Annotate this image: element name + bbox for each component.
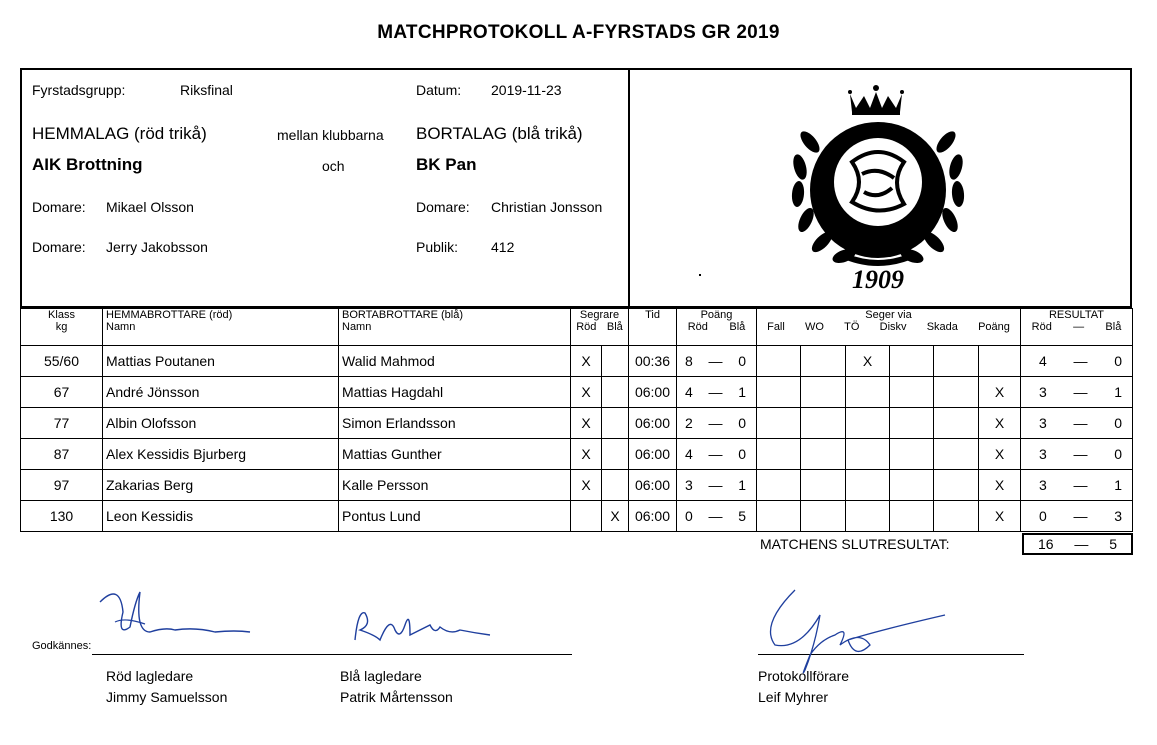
time-cell: 06:00 (629, 439, 677, 470)
result-cell (1021, 470, 1133, 501)
points-cell (677, 408, 757, 439)
to-cell (846, 408, 890, 439)
points-red: 4 (685, 446, 693, 462)
winner-red-cell: X (571, 439, 602, 470)
result-red: 3 (1039, 446, 1047, 462)
winner-blue-cell (602, 377, 629, 408)
time-cell: 06:00 (629, 501, 677, 532)
diskv-cell (890, 470, 934, 501)
red-signature-line (92, 654, 328, 655)
points-dash: — (708, 415, 723, 431)
klass-cell: 130 (21, 501, 103, 532)
time-cell: 06:00 (629, 408, 677, 439)
red-signature (95, 582, 255, 652)
time-cell: 00:36 (629, 346, 677, 377)
points-blue: 0 (738, 446, 746, 462)
points-blue: 0 (738, 415, 746, 431)
domare-3: Jerry Jakobsson (106, 239, 208, 255)
skada-cell (934, 439, 979, 470)
diskv-cell (890, 439, 934, 470)
fall-cell (757, 470, 801, 501)
away-wrestler-cell: Walid Mahmod (339, 346, 571, 377)
wo-cell (801, 408, 846, 439)
dot (699, 274, 701, 276)
home-team-name: AIK Brottning (32, 155, 143, 174)
domare-label-1: Domare: (32, 199, 86, 215)
time-cell: 06:00 (629, 377, 677, 408)
klass-cell: 87 (21, 439, 103, 470)
poang-win-cell: X (979, 470, 1021, 501)
poang-win-cell: X (979, 377, 1021, 408)
publik-value: 412 (491, 239, 515, 255)
fall-cell (757, 501, 801, 532)
points-blue: 1 (738, 477, 746, 493)
diskv-cell (890, 346, 934, 377)
wo-cell (801, 470, 846, 501)
points-cell (677, 346, 757, 377)
fall-cell (757, 377, 801, 408)
protokollforare-role: Protokollförare (758, 668, 850, 684)
header-segrare: Segrare Röd Blå (571, 309, 629, 346)
result-dash: — (1073, 508, 1088, 524)
poang-win-cell (979, 346, 1021, 377)
wo-cell (801, 501, 846, 532)
fyrstadsgrupp-value: Riksfinal (180, 82, 233, 98)
header-borta: BORTABROTTARE (blå) Namn (339, 309, 571, 346)
table-row (21, 408, 1133, 439)
points-cell (677, 377, 757, 408)
fall-cell (757, 439, 801, 470)
header-poang: Poäng Röd Blå (677, 309, 757, 346)
away-wrestler-cell: Simon Erlandsson (339, 408, 571, 439)
header-seger-via: Seger via Fall WO TÖ Diskv Skada Poäng (757, 309, 1021, 346)
points-dash: — (708, 508, 723, 524)
diskv-cell (890, 408, 934, 439)
to-cell (846, 501, 890, 532)
domare-label-3: Domare: (32, 239, 86, 255)
info-divider (628, 68, 630, 308)
domare-label-2: Domare: (416, 199, 470, 215)
winner-red-cell: X (571, 470, 602, 501)
result-dash: — (1073, 353, 1088, 369)
fall-cell (757, 346, 801, 377)
emblem-year: 1909 (852, 265, 904, 292)
result-cell (1021, 377, 1133, 408)
points-cell (677, 501, 757, 532)
protokollforare-name: Leif Myhrer (758, 689, 829, 705)
points-blue: 1 (738, 384, 746, 400)
winner-red-cell: X (571, 408, 602, 439)
winner-red-cell: X (571, 346, 602, 377)
result-dash: — (1073, 477, 1088, 493)
blue-leader-role: Blå lagledare (340, 668, 422, 684)
table-row (21, 501, 1133, 532)
wo-cell (801, 377, 846, 408)
diskv-cell (890, 501, 934, 532)
red-leader-name: Jimmy Samuelsson (106, 689, 228, 705)
skada-cell (934, 501, 979, 532)
result-dash: — (1073, 446, 1088, 462)
to-cell: X (846, 346, 890, 377)
points-red: 8 (685, 353, 693, 369)
winner-blue-cell (602, 439, 629, 470)
points-cell (677, 470, 757, 501)
final-result-red: 16 (1038, 536, 1054, 552)
datum-label: Datum: (416, 82, 462, 98)
result-dash: — (1073, 415, 1088, 431)
datum-value: 2019-11-23 (491, 82, 562, 98)
final-result-label: MATCHENS SLUTRESULTAT: (760, 536, 950, 552)
home-wrestler-cell: Zakarias Berg (103, 470, 339, 501)
points-dash: — (708, 353, 723, 369)
home-wrestler-cell: Leon Kessidis (103, 501, 339, 532)
final-result-dash: — (1074, 536, 1089, 552)
result-cell (1021, 439, 1133, 470)
points-red: 0 (685, 508, 693, 524)
bortalag-label: BORTALAG (blå trikå) (416, 124, 583, 143)
result-blue: 1 (1114, 477, 1122, 493)
points-blue: 0 (738, 353, 746, 369)
table-row (21, 470, 1133, 501)
home-wrestler-cell: Albin Olofsson (103, 408, 339, 439)
result-cell (1021, 408, 1133, 439)
away-wrestler-cell: Mattias Hagdahl (339, 377, 571, 408)
home-wrestler-cell: Alex Kessidis Bjurberg (103, 439, 339, 470)
result-red: 3 (1039, 477, 1047, 493)
header-hemma: HEMMABROTTARE (röd) Namn (103, 309, 339, 346)
result-blue: 3 (1114, 508, 1122, 524)
blue-signature (350, 605, 500, 650)
time-cell: 06:00 (629, 470, 677, 501)
result-red: 0 (1039, 508, 1047, 524)
skada-cell (934, 346, 979, 377)
klass-cell: 77 (21, 408, 103, 439)
points-cell (677, 439, 757, 470)
mellan-text: mellan klubbarna (277, 127, 384, 143)
diskv-cell (890, 377, 934, 408)
domare-2: Christian Jonsson (491, 199, 603, 215)
blue-leader-name: Patrik Mårtensson (340, 689, 453, 705)
fall-cell (757, 408, 801, 439)
wo-cell (801, 439, 846, 470)
home-wrestler-cell: André Jönsson (103, 377, 339, 408)
winner-blue-cell (602, 408, 629, 439)
to-cell (846, 439, 890, 470)
table-header-row (21, 309, 1133, 346)
wo-cell (801, 346, 846, 377)
header-tid: Tid (629, 309, 677, 346)
table-row (21, 346, 1133, 377)
away-wrestler-cell: Mattias Gunther (339, 439, 571, 470)
klass-cell: 55/60 (21, 346, 103, 377)
home-wrestler-cell: Mattias Poutanen (103, 346, 339, 377)
points-red: 4 (685, 384, 693, 400)
poang-win-cell: X (979, 501, 1021, 532)
points-red: 2 (685, 415, 693, 431)
result-red: 3 (1039, 415, 1047, 431)
domare-1: Mikael Olsson (106, 199, 194, 215)
away-wrestler-cell: Kalle Persson (339, 470, 571, 501)
points-dash: — (708, 446, 723, 462)
result-blue: 0 (1114, 446, 1122, 462)
publik-label: Publik: (416, 239, 459, 255)
poang-win-cell: X (979, 439, 1021, 470)
winner-red-cell: X (571, 377, 602, 408)
fyrstadsgrupp-label: Fyrstadsgrupp: (32, 82, 126, 98)
skada-cell (934, 408, 979, 439)
away-wrestler-cell: Pontus Lund (339, 501, 571, 532)
hemmalag-label: HEMMALAG (röd trikå) (32, 124, 207, 143)
document-title: MATCHPROTOKOLL A-FYRSTADS GR 2019 (377, 22, 780, 43)
bout-results-table (20, 308, 1133, 532)
away-team-name: BK Pan (416, 155, 477, 174)
result-cell (1021, 501, 1133, 532)
to-cell (846, 470, 890, 501)
godkannes-label: Godkännes: (32, 640, 92, 652)
club-emblem (780, 82, 980, 292)
blue-signature-line (324, 654, 572, 655)
final-result-box (1022, 533, 1133, 555)
winner-blue-cell (602, 346, 629, 377)
winner-red-cell (571, 501, 602, 532)
skada-cell (934, 470, 979, 501)
klass-cell: 67 (21, 377, 103, 408)
result-blue: 1 (1114, 384, 1122, 400)
result-dash: — (1073, 384, 1088, 400)
points-dash: — (708, 384, 723, 400)
table-row (21, 439, 1133, 470)
result-blue: 0 (1114, 415, 1122, 431)
result-red: 4 (1039, 353, 1047, 369)
header-resultat: RESULTAT Röd — Blå (1021, 309, 1133, 346)
poang-win-cell: X (979, 408, 1021, 439)
result-cell (1021, 346, 1133, 377)
points-dash: — (708, 477, 723, 493)
result-red: 3 (1039, 384, 1047, 400)
winner-blue-cell (602, 470, 629, 501)
table-row (21, 377, 1133, 408)
och-text: och (322, 158, 345, 174)
header-klass: Klass kg (21, 309, 103, 346)
final-result-blue: 5 (1109, 536, 1117, 552)
result-blue: 0 (1114, 353, 1122, 369)
winner-blue-cell: X (602, 501, 629, 532)
points-red: 3 (685, 477, 693, 493)
klass-cell: 97 (21, 470, 103, 501)
to-cell (846, 377, 890, 408)
red-leader-role: Röd lagledare (106, 668, 194, 684)
points-blue: 5 (738, 508, 746, 524)
skada-cell (934, 377, 979, 408)
